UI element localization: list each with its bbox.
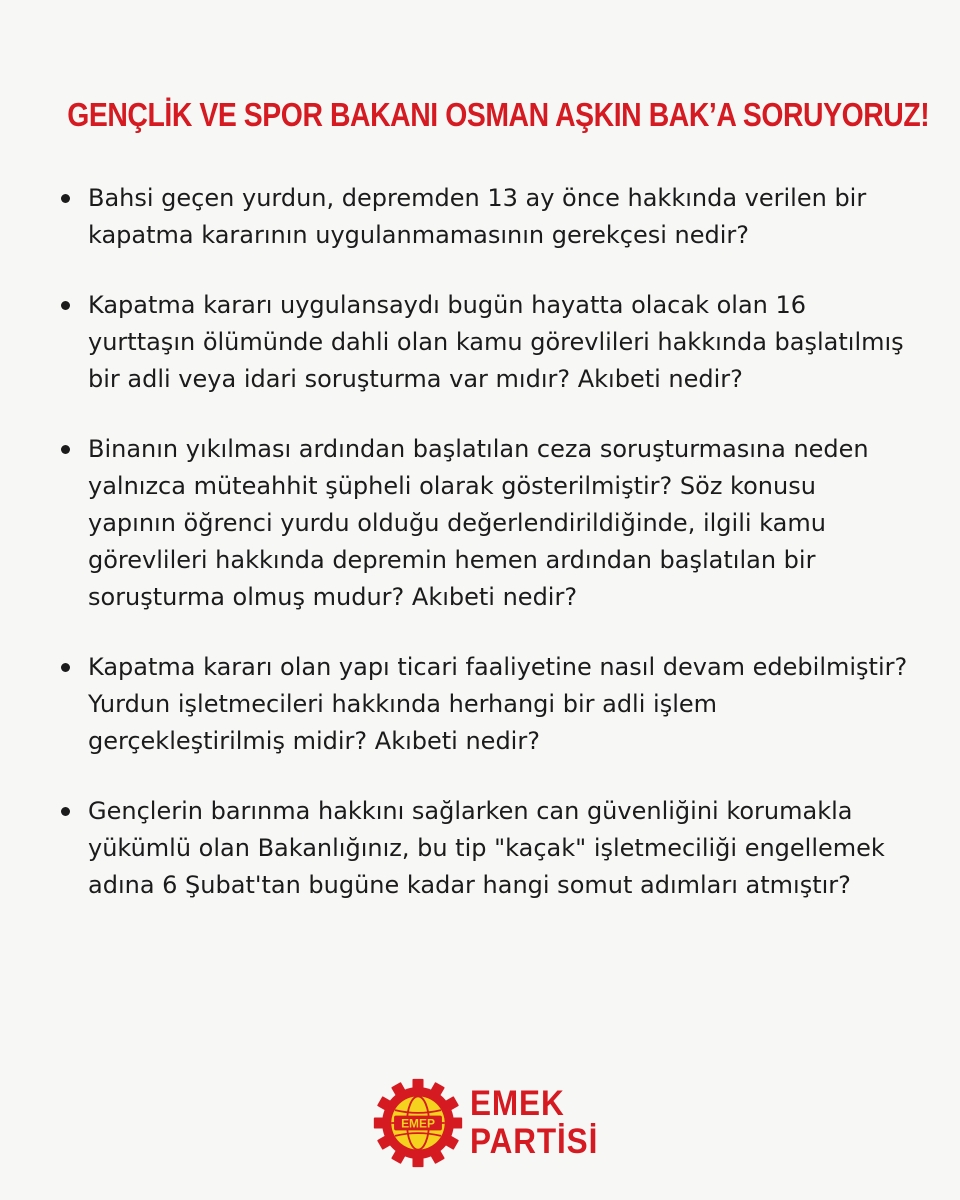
question-item xyxy=(60,287,910,398)
logo-line-1: EMEK xyxy=(470,1084,565,1123)
question-text: Binanın yıkılması ardından başlatılan ceza soruşturmasına neden yalnızca müteahhit şüpheli olarak gösterilmiştir? Söz konusu yapının öğrenci yurdu olduğu değerlendirildiğinde, ilgili kamu görevlileri hakkında depremin hemen ardından başlatılan bir soruşturma olmuş mudur? Akıbeti nedir? xyxy=(88,435,869,611)
question-text: Kapatma kararı uygulansaydı bugün hayatta olacak olan 16 yurttaşın ölümünde dahli olan kamu görevlileri hakkında başlatılmış bir adli veya idari soruşturma var mıdır? Akıbeti nedir? xyxy=(88,291,904,393)
question-item xyxy=(60,649,910,760)
bullet-icon xyxy=(61,194,70,203)
emek-partisi-logo xyxy=(372,1075,612,1171)
question-item xyxy=(60,431,910,616)
bullet-icon xyxy=(61,301,70,310)
bullet-icon xyxy=(61,663,70,672)
logo-line-2: PARTİSİ xyxy=(470,1122,599,1161)
question-text: Kapatma kararı olan yapı ticari faaliyetine nasıl devam edebilmiştir? Yurdun işletmecileri hakkında herhangi bir adli işlem gerçekleştirilmiş midir? Akıbeti nedir? xyxy=(88,653,908,755)
gear-globe-icon xyxy=(372,1077,464,1169)
question-text: Bahsi geçen yurdun, depremden 13 ay önce hakkında verilen bir kapatma kararının uygulanmamasının gerekçesi nedir? xyxy=(88,184,867,249)
question-item xyxy=(60,180,910,254)
question-text: Gençlerin barınma hakkını sağlarken can güvenliğini korumakla yükümlü olan Bakanlığınız, bu tip "kaçak" işletmeciliği engellemek adına 6 Şubat'tan bugüne kadar hangi somut adımları atmıştır? xyxy=(88,797,885,899)
page-title: GENÇLİK VE SPOR BAKANI OSMAN AŞKIN BAK’A SORUYORUZ! xyxy=(67,96,930,134)
logo-wordmark xyxy=(470,1085,598,1161)
question-item xyxy=(60,793,910,904)
logo-emblem-text: EMEP xyxy=(401,1116,435,1131)
bullet-icon xyxy=(61,445,70,454)
question-list xyxy=(60,180,910,937)
bullet-icon xyxy=(61,807,70,816)
